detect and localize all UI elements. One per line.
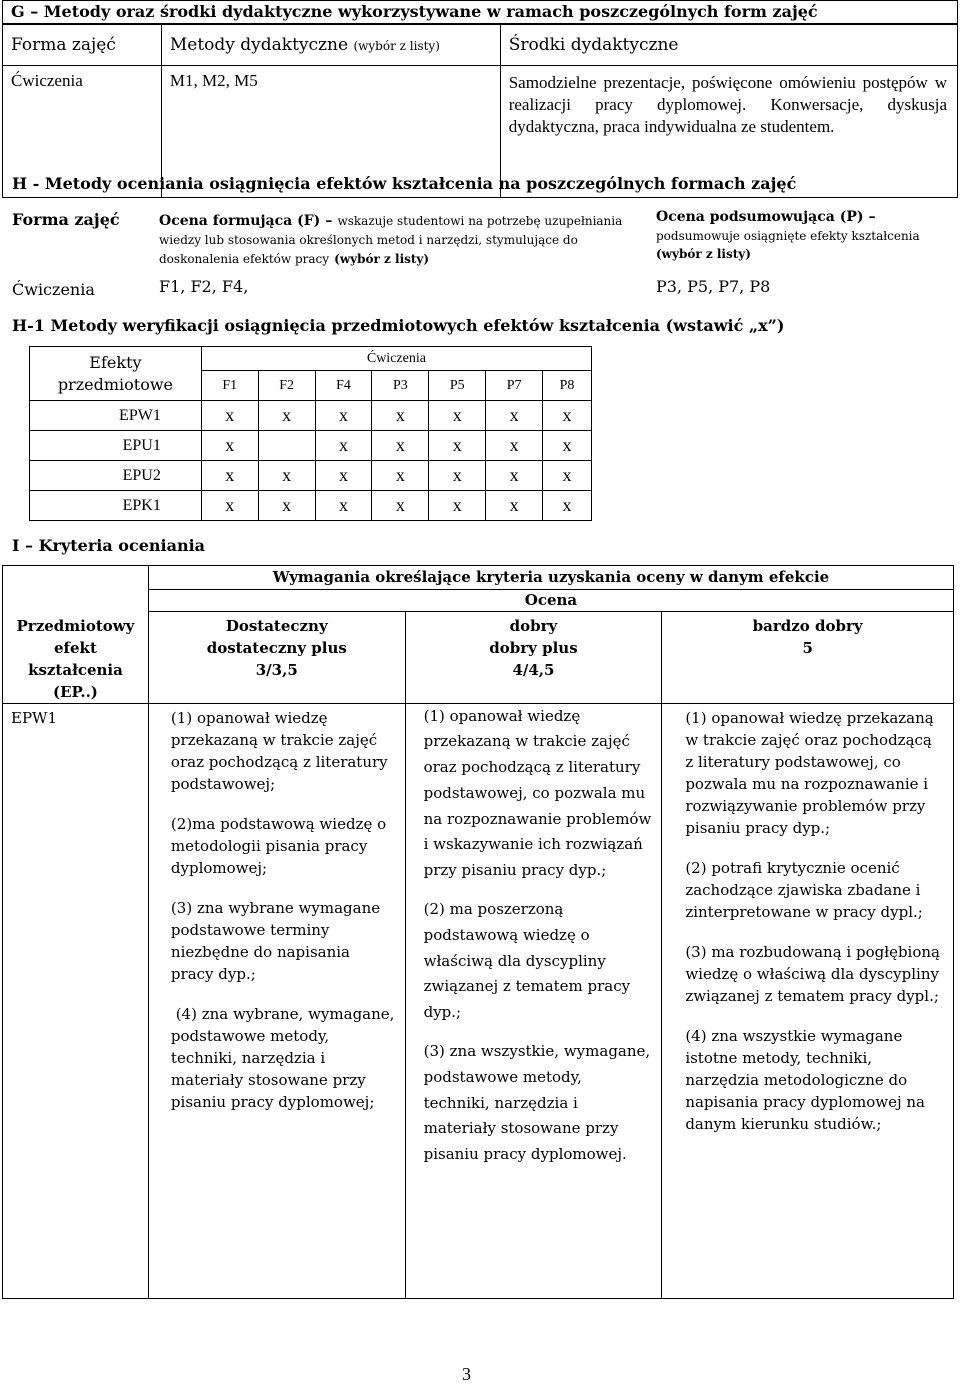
criterion-item: (4) zna wybrane, wymagane, podstawowe metody, techniki, narzędzia i materiały stosowane przy pisaniu pracy dyplomowej; — [170, 1004, 400, 1111]
effect-col-line2: efekt — [54, 638, 97, 657]
method-header-f4: F4 — [315, 371, 372, 401]
requirements-header: Wymagania określające kryteria uzyskania oceny w danym efekcie — [148, 566, 953, 590]
h-row-summative: P3, P5, P7, P8 — [656, 277, 771, 296]
grade1-line2: dostateczny plus — [206, 639, 347, 657]
row-means: Samodzielne prezentacje, poświęcone omówieniu postępów w realizacji pracy dyplomowej. Konwersacje, dyskusja dydaktyczna, praca indywidualna ze studentem. — [500, 66, 957, 198]
mark-cell: x — [258, 491, 315, 521]
teaching-methods-table — [2, 24, 958, 198]
mark-cell: x — [429, 491, 486, 521]
grading-criteria-table — [2, 565, 954, 1299]
section-h-title: H - Metody oceniania osiągnięcia efektów kształcenia na poszczególnych formach zajęć — [12, 174, 797, 193]
mark-cell — [258, 431, 315, 461]
method-header-p5: P5 — [429, 371, 486, 401]
mark-cell: x — [486, 491, 543, 521]
effect-col-spacer-2 — [3, 590, 149, 612]
group-header: Ćwiczenia — [201, 347, 591, 371]
grade1-line3: 3/3,5 — [255, 661, 298, 679]
mark-cell: x — [372, 401, 429, 431]
effect-col-header — [3, 612, 149, 704]
mark-cell: x — [429, 461, 486, 491]
h-row-formative: F1, F2, F4, — [159, 277, 249, 296]
mark-cell: x — [201, 491, 258, 521]
table-row — [3, 703, 954, 1298]
mark-cell: x — [372, 461, 429, 491]
table-header-row — [3, 25, 958, 66]
grade2-line1: dobry — [509, 617, 558, 635]
mark-cell: x — [543, 401, 592, 431]
table-row — [30, 431, 592, 461]
criterion-item: (1) opanował wiedzę przekazaną w trakcie zajęć oraz pochodzącą z literatury podstawowej, co pozwala mu na rozpoznawanie i rozwiązywanie problemów przy pisaniu pracy dyp.; — [685, 708, 939, 837]
effects-header — [30, 347, 202, 401]
summative-desc: podsumowuje osiągnięte efekty kształcenia — [656, 229, 920, 243]
effects-header-line2: przedmiotowe — [57, 374, 173, 394]
mark-cell: x — [543, 491, 592, 521]
row-methods: M1, M2, M5 — [161, 66, 500, 198]
mark-cell: x — [372, 431, 429, 461]
mark-cell: x — [543, 461, 592, 491]
criterion-item: (2) potrafi krytycznie ocenić zachodzące zjawiska zbadane i zinterpretowane w pracy dypl.; — [685, 858, 926, 921]
criterion-item: (1) opanował wiedzę przekazaną w trakcie zajęć oraz pochodzącą z literatury podstawowej, co pozwala mu na rozpoznawanie problemów i wskazywanie ich rozwiązań przy pisaniu pracy dyp.; — [423, 706, 657, 880]
grade-header: Ocena — [148, 590, 953, 612]
table-row — [30, 491, 592, 521]
mark-cell: x — [486, 401, 543, 431]
grade1-line1: Dostateczny — [225, 617, 328, 635]
header-methods — [161, 25, 500, 66]
header-form: Forma zajęć — [3, 25, 162, 66]
mark-cell: x — [201, 431, 258, 461]
criterion-item: (2)ma podstawową wiedzę o metodologii pisania pracy dyplomowej; — [170, 814, 391, 877]
criterion-item: (3) ma rozbudowaną i pogłębioną wiedzę o właściwą dla dyscypliny związanej z tematem pracy dypl.; — [685, 942, 945, 1005]
mark-cell: x — [201, 461, 258, 491]
mark-cell: x — [543, 431, 592, 461]
criterion-item: (4) zna wszystkie wymagane istotne metody, techniki, narzędzia metodologiczne do napisania pracy dyplomowej na danym kierunku studiów.; — [685, 1026, 930, 1133]
grade-5-header — [662, 612, 954, 704]
mark-cell: x — [258, 401, 315, 431]
summative-dash: – — [868, 209, 876, 225]
table-row — [30, 401, 592, 431]
method-header-p3: P3 — [372, 371, 429, 401]
grade2-line2: dobry plus — [489, 639, 578, 657]
formative-dash: – — [325, 213, 333, 229]
mark-cell: x — [429, 401, 486, 431]
grade3-line2: 5 — [802, 639, 813, 657]
method-header-p7: P7 — [486, 371, 543, 401]
formative-desc: wskazuje studentowi na potrzebę uzupełniania wiedzy lub stosowania określonych metod i narzędzi, stymulujące do doskonalenia efektów pracy — [159, 214, 623, 266]
mark-cell: x — [486, 461, 543, 491]
grade3-line1: bardzo dobry — [752, 617, 863, 635]
criterion-item: (3) zna wszystkie, wymagane, podstawowe metody, techniki, narzędzia i materiały stosowane przy pisaniu pracy dyplomowej. — [423, 1042, 655, 1164]
effect-cell: EPW1 — [3, 703, 149, 1298]
method-header-f2: F2 — [258, 371, 315, 401]
effect-col-line3: kształcenia — [28, 660, 123, 679]
mark-cell: x — [429, 431, 486, 461]
criterion-item: (3) zna wybrane wymagane podstawowe terminy niezbędne do napisania pracy dyp.; — [170, 898, 385, 983]
grade-3-header — [148, 612, 405, 704]
criteria-grade-3 — [148, 703, 405, 1298]
formative-title: Ocena formująca (F) — [159, 213, 321, 229]
mark-cell: x — [258, 461, 315, 491]
header-means: Środki dydaktyczne — [500, 25, 957, 66]
effect-code: EPK1 — [30, 491, 202, 521]
criterion-item: (1) opanował wiedzę przekazaną w trakcie zajęć oraz pochodzącą z literatury podstawowej; — [170, 708, 393, 793]
section-g-title: G – Metody oraz środki dydaktyczne wykorzystywane w ramach poszczególnych form zajęć — [2, 0, 958, 24]
summative-note: (wybór z listy) — [656, 247, 751, 261]
header-methods-label: Metody dydaktyczne — [169, 35, 349, 55]
criteria-grade-5 — [662, 703, 954, 1298]
formative-note: (wybór z listy) — [334, 252, 430, 266]
page-number: 3 — [462, 1364, 471, 1384]
table-row — [30, 461, 592, 491]
section-i-title: I – Kryteria oceniania — [12, 536, 206, 555]
mark-cell: x — [315, 401, 372, 431]
criterion-item: (2) ma poszerzoną podstawową wiedzę o właściwą dla dyscypliny związanej z tematem pracy dyp.; — [423, 900, 635, 1022]
grade2-line3: 4/4,5 — [512, 661, 555, 679]
effect-col-line4: (EP..) — [53, 682, 98, 701]
mark-cell: x — [201, 401, 258, 431]
method-header-p8: P8 — [543, 371, 592, 401]
mark-cell: x — [315, 491, 372, 521]
h-header-form: Forma zajęć — [12, 210, 120, 229]
grade-4-header — [405, 612, 662, 704]
h-header-summative — [656, 207, 946, 262]
h-row-form: Ćwiczenia — [12, 280, 95, 299]
verification-matrix — [29, 346, 592, 521]
effect-code: EPW1 — [30, 401, 202, 431]
effect-code: EPU2 — [30, 461, 202, 491]
effect-code: EPU1 — [30, 431, 202, 461]
criteria-grade-4 — [405, 703, 662, 1298]
effects-header-line1: Efekty — [89, 352, 142, 372]
header-methods-note: (wybór z listy) — [353, 39, 440, 53]
summative-title: Ocena podsumowująca (P) — [656, 209, 864, 225]
row-form: Ćwiczenia — [3, 66, 162, 198]
mark-cell: x — [315, 431, 372, 461]
effect-col-spacer — [3, 566, 149, 590]
mark-cell: x — [372, 491, 429, 521]
mark-cell: x — [315, 461, 372, 491]
section-h1-title: H-1 Metody weryfikacji osiągnięcia przedmiotowych efektów kształcenia (wstawić „x”) — [12, 316, 785, 335]
method-header-f1: F1 — [201, 371, 258, 401]
mark-cell: x — [486, 431, 543, 461]
effect-col-line1: Przedmiotowy — [16, 616, 135, 635]
h-header-formative — [159, 210, 629, 267]
